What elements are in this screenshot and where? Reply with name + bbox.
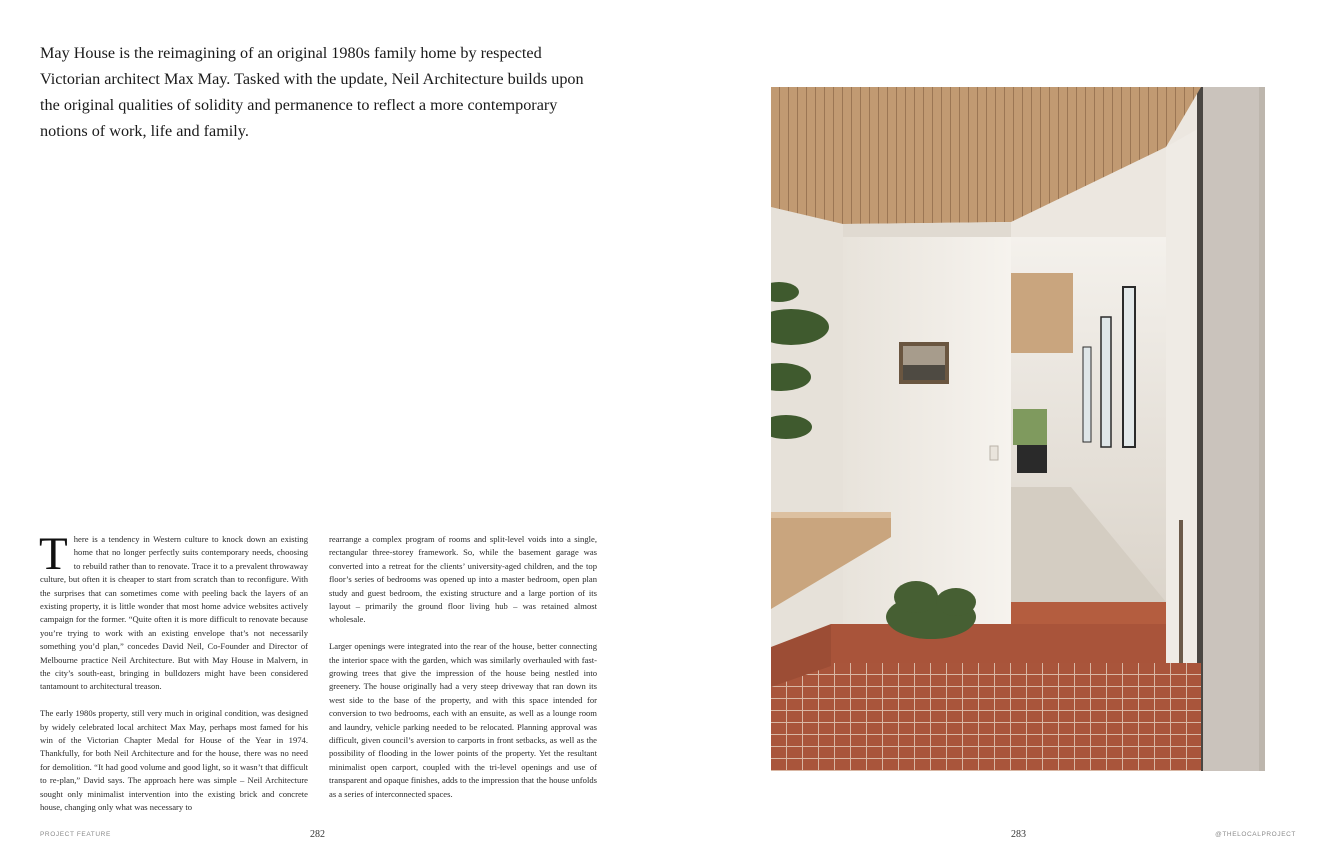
window bbox=[1123, 287, 1135, 447]
publication-handle: @THELOCALPROJECT bbox=[1215, 831, 1296, 838]
article-column-right bbox=[329, 533, 597, 828]
window bbox=[1101, 317, 1111, 447]
tiled-step bbox=[1011, 602, 1166, 624]
article-paragraph-text: here is a tendency in Western culture to knock down an existing home that no longer perfectly suits contemporary needs, choosing to rebuild rather than to renovate. Trace it to a prevalent throwaway culture, but often it is cheaper to start from scratch than to reconfigure. With the surprises that can sometimes come with peeling back the layers of an existing property, it is little wonder that most home advice websites actively campaign for the former. “Quite often it is more difficult to renovate because you’re trying to work with an existing envelope that’s not necessarily something you’d plan,” concedes David Neil, Co-Founder and Director of Melbourne practice Neil Architecture. But with May House in Malvern, in the city’s south-east, bringing in bulldozers might have been considered tantamount to architectural treason. bbox=[40, 534, 308, 692]
article-paragraph bbox=[39, 528, 308, 694]
section-label: PROJECT FEATURE bbox=[40, 831, 111, 838]
timber-ceiling bbox=[771, 87, 1201, 224]
article-paragraph: Larger openings were integrated into the rear of the house, better connecting the interior space with the garden, which was similarly overhauled with fast-growing trees that give the impression of the house being nestled into greenery. The house originally had a very steep driveway that ran down its west side to the base of the property, and with this space intended for conversion to two bedrooms, each with an ensuite, as well as a lounge room and laundry, vehicle parking needed to be relocated. Planning approval was difficult, given council’s aversion to carports in front setbacks, as well as the possibility of flooding in the lower points of the property. Yet the resultant minimalist open carport, coupled with the tri-level openings and use of transparent and opaque finishes, adds to the impression that the house unfolds as a series of interconnected spaces. bbox=[329, 641, 597, 799]
article-column-left bbox=[39, 528, 308, 828]
light-switch bbox=[990, 446, 998, 460]
article-body bbox=[39, 528, 597, 828]
floor-plant bbox=[886, 581, 976, 639]
page-number-left: 282 bbox=[310, 829, 325, 840]
hallway-illustration bbox=[771, 87, 1265, 771]
terracotta-floor bbox=[771, 663, 1201, 771]
article-paragraph: The early 1980s property, still very much in original condition, was designed by widely celebrated local architect Max May, perhaps most famed for his win of the Victorian Chapter Medal for House of the Year in 1974. Thankfully, for both Neil Architecture and for the house, there was no need for demolition. “It had good volume and good light, so it wasn’t that difficult to re-plan,” David says. The approach here was simple – Neil Architecture sought only minimalist intervention into the existing brick and concrete house, changing only what was necessary to bbox=[40, 708, 308, 813]
intro-paragraph: May House is the reimagining of an original 1980s family home by respected Victorian architect Max May. Tasked with the update, Neil Architecture builds upon the original qualities of solidity and permanence to reflect a more contemporary notions of work, life and family. bbox=[40, 44, 584, 140]
lounge-chair bbox=[1017, 445, 1047, 473]
drop-cap: T bbox=[39, 528, 68, 580]
tiled-step bbox=[831, 624, 1166, 666]
article-paragraph: rearrange a complex program of rooms and split-level voids into a single, rectangular three-storey framework. So, while the basement garage was converted into a retreat for the clients’ university-aged children, and the top floor’s series of bedrooms was opened up into a master bedroom, open plan study and guest bedroom, the existing structure and a large portion of its layout – primarily the ground floor living hub – was retained almost wholesale. bbox=[329, 534, 597, 625]
interior-photo bbox=[771, 87, 1265, 771]
window bbox=[1083, 347, 1091, 442]
timber-wall-panel bbox=[1011, 273, 1073, 353]
garden-view bbox=[1013, 409, 1047, 445]
page-number-right: 283 bbox=[1011, 829, 1026, 840]
back-wall bbox=[843, 207, 1011, 647]
